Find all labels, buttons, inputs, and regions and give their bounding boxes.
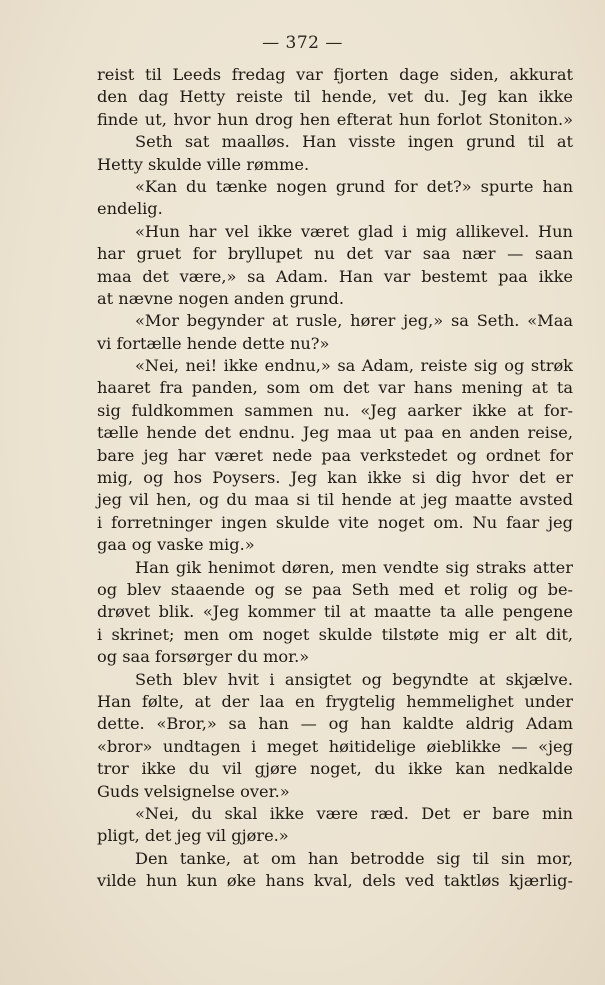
text-line: «Nei, nei! ikke endnu,» sa Adam, reiste sig og strøk	[135, 356, 573, 376]
text-line: «Nei, du skal ikke være ræd. Det er bare min	[135, 803, 573, 823]
text-line: Guds velsignelse over.»	[97, 781, 290, 801]
text-line: Hetty skulde ville rømme.	[97, 154, 310, 174]
text-line: tælle hende det endnu. Jeg maa ut paa en anden reise,	[97, 423, 573, 443]
text-line: og blev staaende og se paa Seth med et rolig og be-	[97, 579, 573, 599]
text-line: Seth sat maalløs. Han visste ingen grund til at	[135, 132, 573, 152]
text-line: i forretninger ingen skulde vite noget om. Nu faar jeg	[97, 512, 573, 532]
text-line: vilde hun kun øke hans kval, dels ved taktløs kjærlig-	[97, 871, 573, 891]
text-line: i skrinet; men om noget skulde tilstøte mig er alt dit,	[97, 624, 573, 644]
text-line: jeg vil hen, og du maa si til hende at jeg maatte avsted	[97, 490, 573, 510]
text-line: Seth blev hvit i ansigtet og begyndte at skjælve.	[135, 669, 573, 689]
text-line: gaa og vaske mig.»	[97, 535, 255, 555]
text-line: reist til Leeds fredag var fjorten dage siden, akkurat	[97, 65, 573, 84]
text-line: sig fuldkommen sammen nu. «Jeg aarker ikke at for-	[97, 400, 573, 420]
text-line: Han gik henimot døren, men vendte sig straks atter	[135, 557, 573, 577]
text-line: endelig.	[97, 199, 163, 219]
text-line: drøvet blik. «Jeg kommer til at maatte ta alle pengene	[97, 602, 573, 622]
text-line: dette. «Bror,» sa han — og han kaldte aldrig Adam	[97, 714, 573, 734]
text-line: «bror» undtagen i meget høitidelige øieblikke — «jeg	[97, 736, 573, 756]
text-line: har gruet for bryllupet nu det var saa nær — saan	[97, 244, 573, 264]
text-line: den dag Hetty reiste til hende, vet du. Jeg kan ikke	[97, 87, 573, 107]
text-line: Han følte, at der laa en frygtelig hemmelighet under	[97, 691, 573, 711]
text-line: pligt, det jeg vil gjøre.»	[97, 826, 289, 846]
text-line: at nævne nogen anden grund.	[97, 288, 344, 308]
body-text	[97, 64, 573, 892]
text-line: haaret fra panden, som om det var hans mening at ta	[97, 378, 573, 398]
text-line: finde ut, hvor hun drog hen efterat hun forlot Stoniton.»	[97, 109, 573, 129]
text-line: bare jeg har været nede paa verkstedet og ordnet for	[97, 445, 573, 465]
text-line: mig, og hos Poysers. Jeg kan ikke si dig hvor det er	[97, 468, 573, 488]
text-line: og saa forsørger du mor.»	[97, 647, 310, 667]
page-number: — 372 —	[262, 33, 343, 53]
text-line: Den tanke, at om han betrodde sig til sin mor,	[135, 848, 573, 868]
text-line: «Mor begynder at rusle, hører jeg,» sa Seth. «Maa	[135, 311, 573, 331]
text-line: maa det være,» sa Adam. Han var bestemt paa ikke	[97, 266, 573, 286]
text-line: «Hun har vel ikke været glad i mig allikevel. Hun	[135, 221, 573, 241]
text-line: vi fortælle hende dette nu?»	[97, 333, 330, 353]
text-line: «Kan du tænke nogen grund for det?» spurte han	[135, 176, 573, 196]
text-line: tror ikke du vil gjøre noget, du ikke kan nedkalde	[97, 759, 573, 779]
